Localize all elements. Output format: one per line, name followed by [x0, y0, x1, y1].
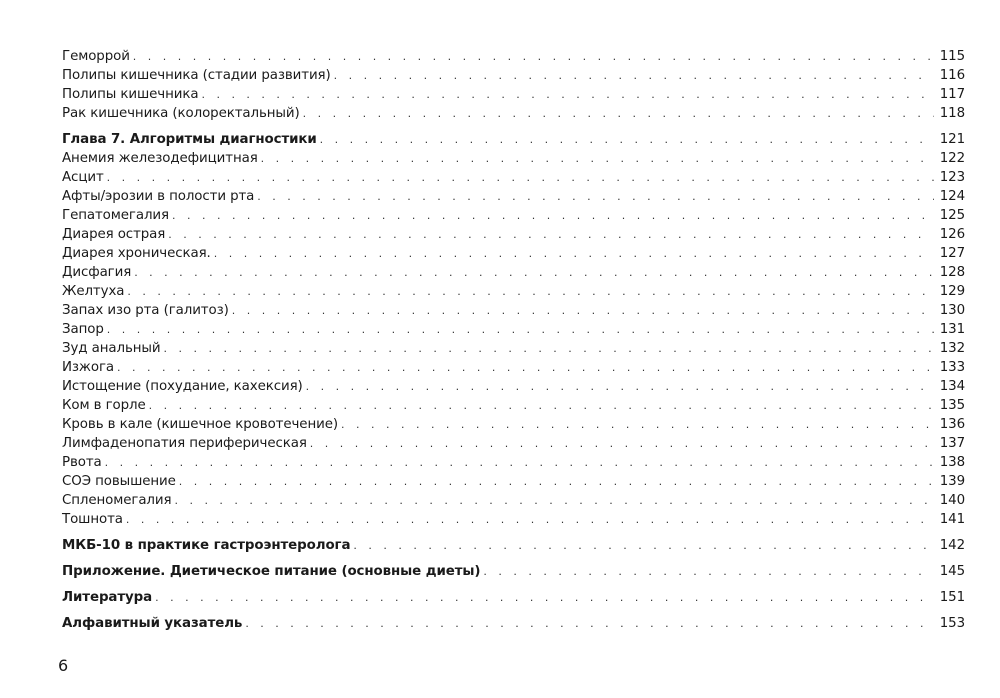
toc-page-number: 128	[939, 265, 965, 280]
toc-page-number: 145	[939, 564, 965, 579]
toc-leader-dots	[107, 168, 934, 187]
toc-entry-title: Приложение. Диетическое питание (основные диеты)	[62, 564, 481, 579]
toc-page-number: 136	[939, 417, 965, 432]
toc-entry-row[interactable]	[62, 377, 965, 396]
toc-leader-dots	[310, 434, 934, 453]
toc-page-number: 134	[939, 379, 965, 394]
table-of-contents	[62, 47, 965, 633]
toc-leader-dots	[149, 396, 934, 415]
toc-entry-row[interactable]	[62, 66, 965, 85]
toc-page-number: 130	[939, 303, 965, 318]
toc-entry-title: Зуд анальный	[62, 341, 161, 356]
toc-entry-title: Диарея хроническая.	[62, 246, 211, 261]
toc-entry-row[interactable]	[62, 396, 965, 415]
toc-page-number: 131	[939, 322, 965, 337]
toc-leader-dots	[179, 472, 934, 491]
toc-entry-row[interactable]	[62, 301, 965, 320]
toc-page-number: 123	[939, 170, 965, 185]
toc-entry-row[interactable]	[62, 149, 965, 168]
toc-leader-dots	[483, 562, 933, 581]
toc-page-number: 133	[939, 360, 965, 375]
page-folio-number: 6	[58, 656, 69, 675]
toc-leader-dots	[201, 85, 933, 104]
toc-entry-title: Афты/эрозии в полости рта	[62, 189, 255, 204]
toc-entry-title: Спленомегалия	[62, 493, 172, 508]
toc-entry-title: Запах изо рта (галитоз)	[62, 303, 229, 318]
toc-entry-title: Изжога	[62, 360, 115, 375]
toc-page-number: 132	[939, 341, 965, 356]
toc-leader-dots	[353, 536, 933, 555]
toc-leader-dots	[134, 263, 934, 282]
toc-page-number: 122	[939, 151, 965, 166]
toc-leader-dots	[126, 510, 934, 529]
toc-page-number: 137	[939, 436, 965, 451]
toc-page-number: 142	[939, 538, 965, 553]
toc-entry-title: Полипы кишечника (стадии развития)	[62, 68, 331, 83]
toc-leader-dots	[168, 225, 933, 244]
toc-leader-dots	[163, 339, 933, 358]
toc-entry-title: Рвота	[62, 455, 102, 470]
toc-leader-dots	[174, 491, 933, 510]
toc-entry-row[interactable]	[62, 491, 965, 510]
toc-entry-title: Асцит	[62, 170, 104, 185]
toc-leader-dots	[303, 104, 934, 123]
toc-page-number: 140	[939, 493, 965, 508]
toc-page-number: 141	[939, 512, 965, 527]
toc-entry-row[interactable]	[62, 472, 965, 491]
toc-page-number: 115	[939, 49, 965, 64]
toc-section-row[interactable]	[62, 614, 965, 633]
toc-leader-dots	[232, 301, 934, 320]
toc-leader-dots	[105, 453, 934, 472]
toc-page-number: 129	[939, 284, 965, 299]
toc-entry-row[interactable]	[62, 168, 965, 187]
toc-entry-row[interactable]	[62, 453, 965, 472]
toc-page-number: 116	[939, 68, 965, 83]
toc-entry-title: Полипы кишечника	[62, 87, 199, 102]
toc-entry-row[interactable]	[62, 320, 965, 339]
toc-entry-title: Истощение (похудание, кахексия)	[62, 379, 303, 394]
toc-entry-row[interactable]	[62, 358, 965, 377]
toc-entry-row[interactable]	[62, 263, 965, 282]
toc-page-number: 127	[939, 246, 965, 261]
toc-leader-dots	[341, 415, 934, 434]
toc-entry-title: Лимфаденопатия периферическая	[62, 436, 307, 451]
toc-leader-dots	[117, 358, 934, 377]
toc-entry-row[interactable]	[62, 47, 965, 66]
toc-entry-title: Ком в горле	[62, 398, 146, 413]
toc-entry-title: Литература	[62, 590, 153, 605]
toc-leader-dots	[214, 244, 934, 263]
toc-leader-dots	[257, 187, 933, 206]
toc-page-number: 125	[939, 208, 965, 223]
toc-entry-title: Желтуха	[62, 284, 125, 299]
toc-leader-dots	[127, 282, 933, 301]
toc-entry-row[interactable]	[62, 225, 965, 244]
toc-group	[62, 149, 965, 529]
toc-leader-dots	[306, 377, 934, 396]
toc-page-number: 138	[939, 455, 965, 470]
toc-page-number: 135	[939, 398, 965, 413]
toc-page-number: 118	[939, 106, 965, 121]
toc-entry-row[interactable]	[62, 206, 965, 225]
toc-entry-row[interactable]	[62, 187, 965, 206]
toc-entry-row[interactable]	[62, 510, 965, 529]
toc-entry-row[interactable]	[62, 85, 965, 104]
toc-entry-title: Запор	[62, 322, 104, 337]
toc-group	[62, 47, 965, 123]
toc-leader-dots	[172, 206, 934, 225]
toc-entry-row[interactable]	[62, 104, 965, 123]
toc-page-number: 117	[939, 87, 965, 102]
toc-entry-title: Рак кишечника (колоректальный)	[62, 106, 300, 121]
toc-leader-dots	[334, 66, 934, 85]
toc-leader-dots	[133, 47, 934, 66]
toc-page-number: 124	[939, 189, 965, 204]
toc-entry-row[interactable]	[62, 434, 965, 453]
toc-section-row[interactable]	[62, 562, 965, 581]
toc-page-number: 153	[939, 616, 965, 631]
toc-entry-title: Гепатомегалия	[62, 208, 169, 223]
toc-page-number: 126	[939, 227, 965, 242]
toc-entry-row[interactable]	[62, 282, 965, 301]
toc-entry-title: Тошнота	[62, 512, 123, 527]
toc-entry-title: СОЭ повышение	[62, 474, 176, 489]
toc-entry-title: Глава 7. Алгоритмы диагностики	[62, 132, 317, 147]
toc-leader-dots	[320, 130, 934, 149]
toc-page-number: 139	[939, 474, 965, 489]
toc-section-row[interactable]	[62, 536, 965, 555]
toc-entry-title: Геморрой	[62, 49, 130, 64]
toc-leader-dots	[107, 320, 934, 339]
toc-entry-title: Алфавитный указатель	[62, 616, 243, 631]
toc-entry-row[interactable]	[62, 415, 965, 434]
toc-entry-title: Дисфагия	[62, 265, 132, 280]
toc-chapter-row[interactable]	[62, 130, 965, 149]
toc-section-row[interactable]	[62, 588, 965, 607]
toc-page-number: 151	[939, 590, 965, 605]
toc-entry-title: Кровь в кале (кишечное кровотечение)	[62, 417, 338, 432]
toc-entry-title: Анемия железодефицитная	[62, 151, 258, 166]
toc-entry-title: МКБ-10 в практике гастроэнтеролога	[62, 538, 351, 553]
toc-entry-row[interactable]	[62, 244, 965, 263]
toc-page-number: 121	[939, 132, 965, 147]
toc-leader-dots	[245, 614, 933, 633]
toc-entry-row[interactable]	[62, 339, 965, 358]
toc-entry-title: Диарея острая	[62, 227, 166, 242]
toc-leader-dots	[261, 149, 934, 168]
toc-leader-dots	[155, 588, 934, 607]
